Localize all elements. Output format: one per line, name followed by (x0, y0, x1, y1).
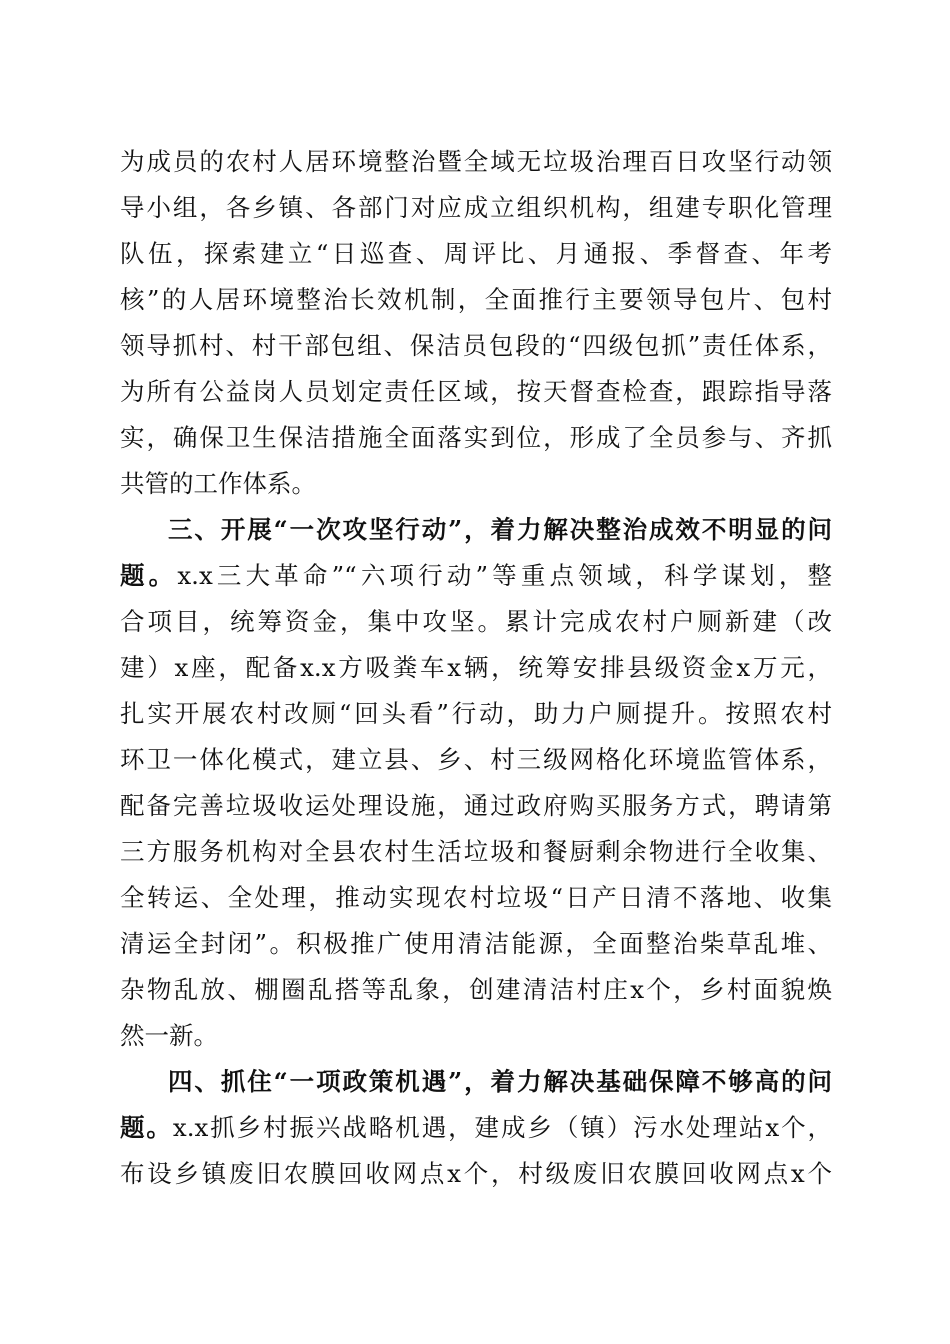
section-heading-four-continuation (120, 1113, 832, 1143)
section-heading-four: 四、抓住“一项政策机遇”，着力解决基础保障不够高的问 (168, 1067, 832, 1096)
section-heading-three-continuation (120, 561, 832, 591)
body-text-segment: x.x三大革命”“六项行动”等重点领域，科学谋划，整 (177, 561, 833, 590)
body-text-line: 清运全封闭”。积极推广使用清洁能源，全面整治柴草乱堆、 (120, 929, 832, 958)
body-text-line: 环卫一体化模式，建立县、乡、村三级网格化环境监管体系， (120, 745, 832, 774)
body-text-line: 实，确保卫生保洁措施全面落实到位，形成了全员参与、齐抓 (120, 423, 832, 452)
body-text-line: 为成员的农村人居环境整治暨全域无垃圾治理百日攻坚行动领 (120, 147, 832, 176)
body-text-line: 杂物乱放、棚圈乱搭等乱象，创建清洁村庄x个，乡村面貌焕 (120, 975, 832, 1004)
body-text-line: 然一新。 (120, 1021, 218, 1050)
section-heading-three: 三、开展“一次攻坚行动”，着力解决整治成效不明显的问 (168, 515, 832, 544)
body-text-line: 共管的工作体系。 (120, 469, 316, 498)
heading-tail: 题。 (120, 561, 178, 590)
body-text-line: 为所有公益岗人员划定责任区域，按天督查检查，跟踪指导落 (120, 377, 832, 406)
body-text-line: 核”的人居环境整治长效机制，全面推行主要领导包片、包村 (120, 285, 832, 314)
body-text-line: 三方服务机构对全县农村生活垃圾和餐厨剩余物进行全收集、 (120, 837, 832, 866)
body-text-line: 建）x座，配备x.x方吸粪车x辆，统筹安排县级资金x万元， (120, 653, 832, 682)
body-text-line: 导小组，各乡镇、各部门对应成立组织机构，组建专职化管理 (120, 193, 832, 222)
heading-tail: 题。 (120, 1113, 173, 1142)
body-text-segment: x.x抓乡村振兴战略机遇，建成乡（镇）污水处理站x个， (172, 1113, 832, 1142)
body-text-line: 队伍，探索建立“日巡查、周评比、月通报、季督查、年考 (120, 239, 832, 268)
body-text-line: 布设乡镇废旧农膜回收网点x个，村级废旧农膜回收网点x个 (120, 1159, 832, 1188)
body-text-line: 领导抓村、村干部包组、保洁员包段的“四级包抓”责任体系， (120, 331, 832, 360)
body-text-line: 全转运、全处理，推动实现农村垃圾“日产日清不落地、收集 (120, 883, 832, 912)
body-text-line: 合项目，统筹资金，集中攻坚。累计完成农村户厕新建（改 (120, 607, 832, 636)
body-text-line: 配备完善垃圾收运处理设施，通过政府购买服务方式，聘请第 (120, 791, 832, 820)
body-text-line: 扎实开展农村改厕“回头看”行动，助力户厕提升。按照农村 (120, 699, 832, 728)
